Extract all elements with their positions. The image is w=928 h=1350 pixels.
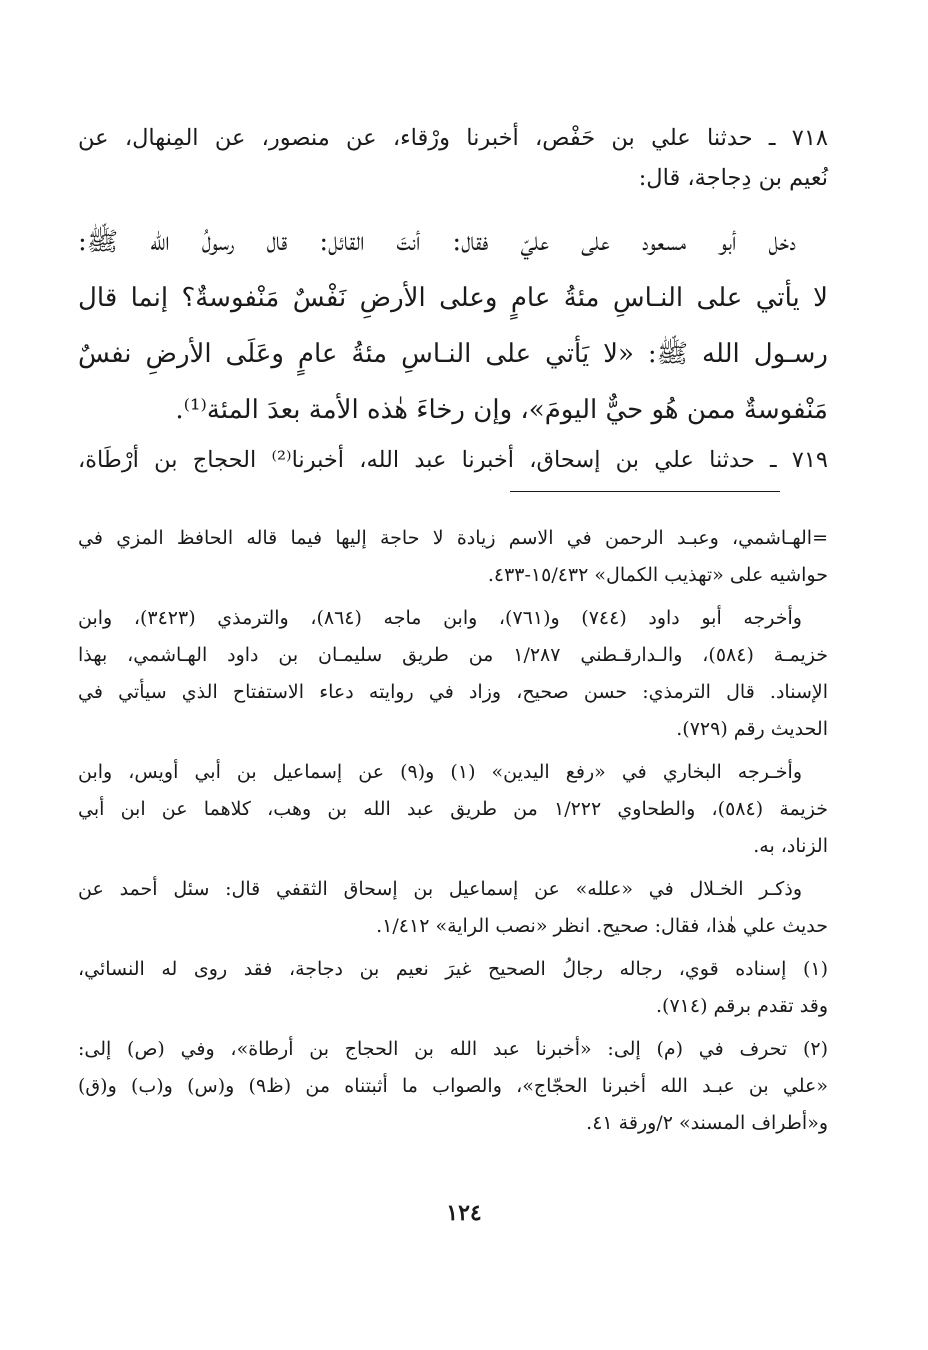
text-line: (٢) تحرف في (م) إلى: «أخبرنا عبد الله بن الحجاج بن أرطاة»، وفي (ص) إلى: <box>78 1038 828 1060</box>
text-line: دخل أبو مسعود على عليّ فقال: أنتَ القائل: قال رسولُ الله ﷺ: <box>78 227 796 257</box>
hadith-718-body <box>78 214 828 438</box>
footnote-paragraph <box>78 871 828 945</box>
text-line: مَنْفوسةٌ ممن هُو حيٌّ اليومَ»، وإن رخاءَ هٰذه الأمة بعدَ المئة⁽¹⁾. <box>175 395 828 425</box>
text-line: ٧١٩ ـ حدثنا علي بن إسحاق، أخبرنا عبد الله، أخبرنا⁽²⁾ الحجاج بن أرْطَاة، <box>78 447 829 473</box>
text-line: «علي بن عبـد الله أخبرنا الحجّاج»، والصواب ما أثبتناه من (ظ٩) و(س) و(ب) و(ق) <box>78 1075 828 1097</box>
text-line: ٧١٨ ـ حدثنا علي بن حَفْص، أخبرنا ورْقاء، عن منصور، عن المِنهال، عن <box>78 125 828 151</box>
main-text <box>78 118 828 480</box>
footnote-paragraph <box>78 600 828 748</box>
text-line: حديث علي هٰذا، فقال: صحيح. انظر «نصب الراية» ١/٤١٢. <box>376 915 828 937</box>
text-line: وأخرجه أبو داود (٧٤٤) و(٧٦١)، وابن ماجه (٨٦٤)، والترمذي (٣٤٢٣)، وابن <box>78 607 802 629</box>
text-line: =الهـاشمي، وعبـد الرحمن في الاسم زيادة لا حاجة إليها فيما قاله الحافظ المزي في <box>78 527 828 549</box>
hadith-719 <box>78 440 828 480</box>
text-line: نُعيم بن دِجاجة، قال: <box>638 165 828 191</box>
footnote-paragraph <box>78 754 828 865</box>
hadith-718-intro <box>78 118 828 198</box>
footnotes <box>78 520 828 1148</box>
text-line: (١) إسناده قوي، رجاله رجالُ الصحيح غيرَ نعيم بن دجاجة، فقد روى له النسائي، <box>78 958 828 980</box>
footnote-divider <box>510 491 780 492</box>
text-line: خزيمة (٥٨٤)، والطحاوي ١/٢٢٢ من طريق عبد الله بن وهب، كلاهما عن ابن أبي <box>78 798 829 820</box>
text-line: خزيمـة (٥٨٤)، والـدارقـطني ١/٢٨٧ من طريق سليمـان بن داود الهـاشمي، بهذا <box>78 644 828 666</box>
footnote-2 <box>78 1031 828 1142</box>
text-line: الزناد، به. <box>753 835 828 857</box>
text-line: حواشيه على «تهذيب الكمال» ١٥/٤٣٢-٤٣٣. <box>487 564 828 586</box>
text-line: لا يأتي على النـاسِ مئةُ عامٍ وعلى الأرضِ نَفْسٌ مَنْفوسةٌ؟ إنما قال <box>78 283 828 313</box>
text-line: وقد تقدم برقم (٧١٤). <box>656 995 828 1017</box>
text-line: وذكـر الخـلال في «علله» عن إسماعيل بن إسحاق الثقفي قال: سئل أحمد عن <box>78 878 802 900</box>
text-line: الإسناد. قال الترمذي: حسن صحيح، وزاد في روايته دعاء الاستفتاح الذي سيأتي في <box>78 681 828 703</box>
footnote-1 <box>78 951 828 1025</box>
text-line: و«أطراف المسند» ٢/ورقة ٤١. <box>586 1112 828 1134</box>
text-line: وأخـرجه البخاري في «رفع اليدين» (١) و(٩) عن إسماعيل بن أبي أويس، وابن <box>78 761 802 783</box>
text-line: الحديث رقم (٧٢٩). <box>676 718 828 740</box>
page-number: ١٢٤ <box>446 1200 482 1226</box>
text-line: رسـول الله ﷺ: «لا يَأتي على النـاسِ مئةُ عامٍ وعَلَى الأرضِ نفسٌ <box>78 339 828 369</box>
footnote-paragraph <box>78 520 828 594</box>
